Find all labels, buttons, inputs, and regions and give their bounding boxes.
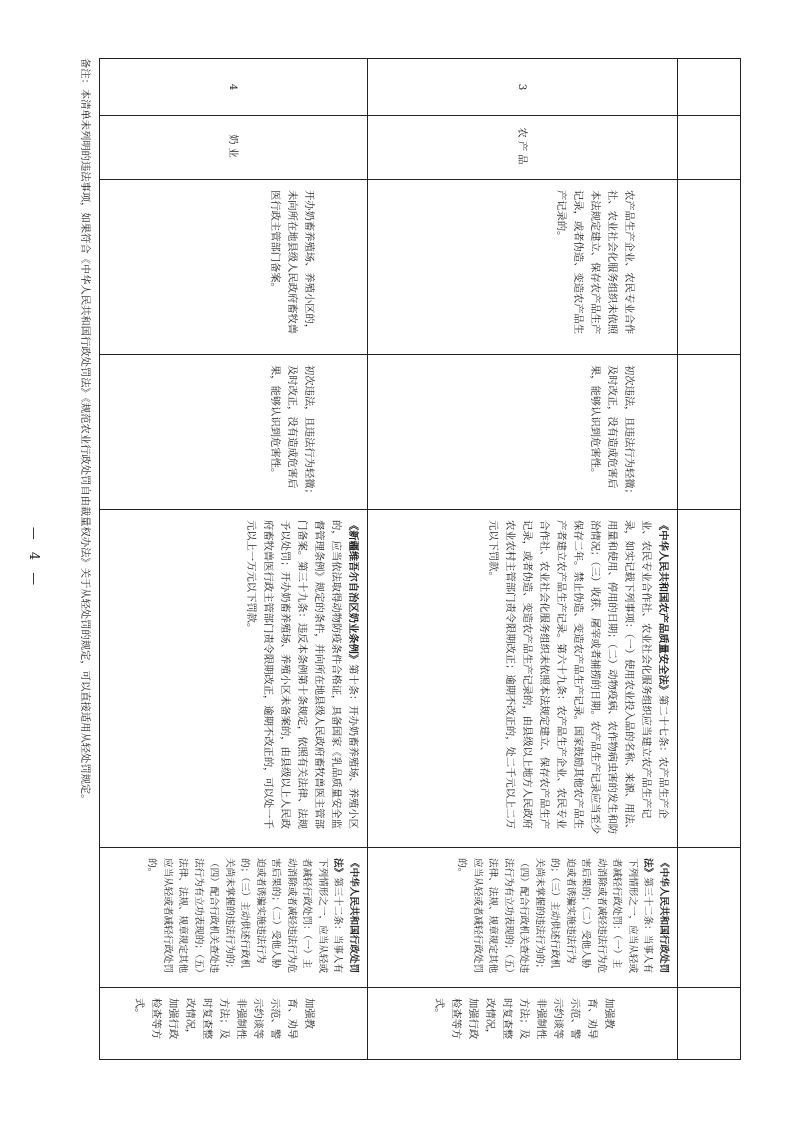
law-title: 《新疆维吾尔自治区奶业条例》 [347,520,359,665]
penalty-text: 第三十二条：当事人有下列情形之一，应当从轻或者减轻行政处罚：（一）主动消除或者减轻违法行为危害后果的；（二）受他人胁迫或者诱骗实施违法行为的；（三）主动供述行政机关尚未掌握的违法行为的；（四）配合行政机关查处违法行为有立功表现的；（五）法律、法规、规章规定其他应当从轻或者减轻行政处罚的。 [146,858,344,974]
table-row [678,59,740,1059]
cell-law [678,509,740,847]
penalty-text: 第三十二条：当事人有下列情形之一，应当从轻或者减轻行政处罚：（一）主动消除或者减轻违法行为危害后果的；（二）受他人胁迫或者诱骗实施违法行为的；（三）主动供述行政机关尚未掌握的违法行为的；（四）配合行政机关查处违法行为有立功表现的；（五）法律、法规、规章规定其他应当从轻或者减轻行政处罚的。 [456,858,654,974]
cell-no: 4 [227,83,240,91]
cell-act: 农产品生产企业、农民专业合作社、农业社会化服务组织未依照本法规定建立、保存农产品生产记录，或者伪造、变造农产品生产记录的。 [367,179,677,354]
cell-category [678,115,740,179]
table-row [367,59,678,1059]
cell-condition: 初次违法，且违法行为轻微；及时改正，没有造成危害后果，能够认识到危害性。 [367,354,677,509]
cell-condition: 初次违法，且违法行为轻微；及时改正，没有造成危害后果，能够认识到危害性。 [99,354,367,509]
cell-penalty [367,847,677,987]
cell-penalty [99,847,367,987]
cell-act: 开办奶畜养殖场、养殖小区的，未向所在地县级人民政府畜牧兽医行政主管部门备案。 [99,179,367,354]
law-title: 《中华人民共和国农产品质量安全法》 [657,520,669,696]
penalty-list-table [99,58,741,1060]
cell-category: 奶业 [99,115,367,179]
cell-law [367,509,677,847]
page-number: — 4 — [26,526,41,590]
cell-no: 3 [516,83,529,91]
penalty-law-title: 《中华人民共和国行政处罚法》 [332,858,359,974]
cell-measures: 加强教育、劝导示范、警示约谈等非强制性方法；及时复查整改情况，加强行政检查等方式。 [99,987,367,1059]
cell-penalty [678,847,740,987]
penalty-law-title: 《中华人民共和国行政处罚法》 [642,858,669,974]
cell-category: 农产品 [367,115,677,179]
cell-condition [678,354,740,509]
law-text: 第二十七条：农产品生产企业、农民专业合作社、农业社会化服务组织应当建立农产品生产记录，如实记载下列事项：（一）使用农业投入品的名称、来源、用法、用量和使用、停用的日期；（二）动物疫病、农作物病虫害的发生和防治情况；（三）收获、屠宰或者捕捞的日期。农产品生产记录应当至少保存二年。禁止伪造、变造农产品生产记录。国家鼓励其他农产品生产者建立农产品生产记录。第六十九条：农产品生产企业、农民专业合作社、农业社会化服务组织未依照本法规定建立、保存农产品生产记录，或者伪造、变造农产品生产记录的，由县级以上地方人民政府农业农村主管部门责令限期改正；逾期不改正的，处二千元以上二万元以下罚款。 [487,520,669,835]
cell-act [678,179,740,354]
law-text: 第十条：开办奶畜养殖场、养殖小区的，应当依法取得动物防疫条件合格证，具备国家《乳品质量安全监督管理条例》规定的条件，并向所在地县级人民政府畜牧兽医主管部门备案。第三十九条：违反本条例第十条规定，依照有关法律、法规予以处罚；开办奶畜养殖场、养殖小区未备案的，由县级以上人民政府畜牧兽医行政主管部门责令限期改正，逾期不改正的，可以处一千元以上一万元以下罚款。 [245,520,359,829]
footnote: 备注：本清单未列明的违法事项，如果符合《中华人民共和国行政处罚法》《规范农业行政处罚自由裁量权办法》关于从轻处罚的规定，可以直接适用从轻处罚规定。 [79,58,91,805]
table-row [99,59,368,1059]
cell-measures: 加强教育、劝导示范、警示约谈等非强制性方法；及时复查整改情况，加强行政检查等方式。 [367,987,677,1059]
cell-no [678,59,740,115]
cell-measures [678,987,740,1059]
cell-law [99,509,367,847]
